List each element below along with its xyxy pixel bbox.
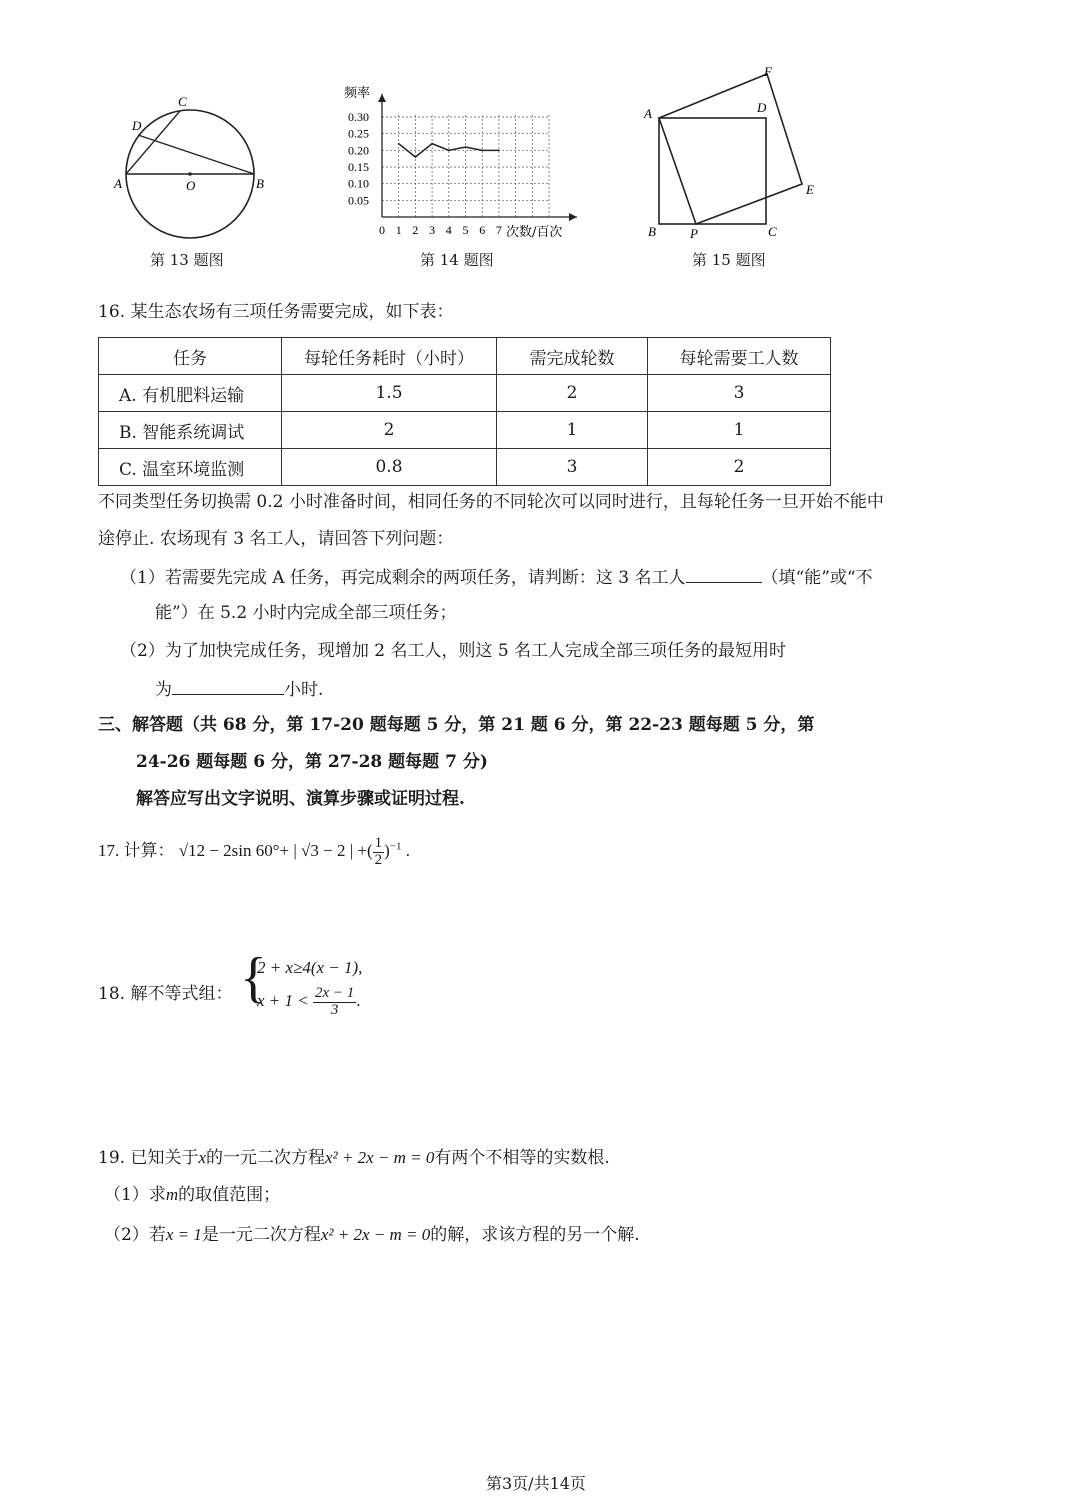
q19-text: 的一元二次方程 bbox=[206, 1148, 325, 1168]
y-axis-arrow-icon bbox=[378, 94, 386, 102]
q18-ineq2-post: . bbox=[356, 991, 361, 1011]
data-point bbox=[498, 150, 500, 152]
x-tick-label: 3 bbox=[429, 223, 436, 237]
q19-part1 bbox=[104, 1185, 280, 1205]
fig15-label-A: A bbox=[644, 106, 652, 121]
table-cell: 3 bbox=[648, 375, 831, 412]
table-cell: 1 bbox=[648, 412, 831, 449]
q19-p1-text: （1）求 bbox=[104, 1185, 166, 1205]
data-point bbox=[415, 156, 417, 158]
data-point bbox=[398, 143, 400, 145]
x-axis-arrow-icon bbox=[569, 213, 577, 221]
q19-p2-text: （2）若 bbox=[104, 1225, 166, 1245]
q19-p1-text: 的取值范围； bbox=[178, 1185, 281, 1205]
table-cell: A. 有机肥料运输 bbox=[99, 375, 282, 412]
q18-fraction bbox=[313, 986, 356, 1019]
fig15-label-P: P bbox=[690, 226, 698, 241]
x-tick-label: 0 bbox=[379, 223, 385, 237]
table-cell: C. 温室环境监测 bbox=[99, 449, 282, 486]
q16-task-table bbox=[98, 337, 831, 486]
table-row bbox=[99, 449, 831, 486]
page-footer: 第3页/共14页 bbox=[486, 1474, 586, 1493]
q19-text: 19. 已知关于 bbox=[98, 1148, 199, 1168]
q16-text-1: 不同类型任务切换需 0.2 小时准备时间，相同任务的不同轮次可以同时进行，且每轮任务一旦开始不能中 bbox=[98, 492, 884, 512]
table-header: 每轮需要工人数 bbox=[648, 338, 831, 375]
fig15-caption: 第 15 题图 bbox=[692, 251, 766, 269]
q18-frac-num: 2x − 1 bbox=[315, 985, 355, 1001]
x-tick-label: 7 bbox=[495, 223, 502, 237]
q17-fraction bbox=[373, 836, 385, 869]
q17-expression-b: ) bbox=[384, 841, 390, 861]
q16-part2-post: 小时. bbox=[284, 680, 324, 700]
fig15-label-F: F bbox=[764, 64, 772, 79]
table-header-row bbox=[99, 338, 831, 375]
fig14-xlabel: 次数/百次 bbox=[506, 225, 563, 240]
section3-heading-line1: 三、解答题（共 68 分，第 17-20 题每题 5 分，第 21 题 6 分，第 22-23 题每题 5 分，第 bbox=[98, 715, 815, 735]
table-cell: 2 bbox=[648, 449, 831, 486]
table-row bbox=[99, 375, 831, 412]
answer-blank-2[interactable] bbox=[172, 678, 284, 695]
table-cell: 2 bbox=[282, 412, 497, 449]
q17-end: . bbox=[401, 841, 411, 861]
data-point bbox=[448, 150, 450, 152]
fig15-label-D: D bbox=[757, 100, 767, 115]
q16-part2-line1: （2）为了加快完成任务，现增加 2 名工人，则这 5 名工人完成全部三项任务的最短用时 bbox=[120, 641, 787, 661]
q19-p2-text: 是一元二次方程 bbox=[201, 1225, 321, 1245]
fig15-label-E: E bbox=[806, 182, 814, 197]
figure-14-chart bbox=[330, 80, 580, 250]
table-cell: 1 bbox=[497, 412, 648, 449]
data-point bbox=[431, 143, 433, 145]
q19-var: x bbox=[198, 1148, 206, 1167]
q16-text-2: 途停止. 农场现有 3 名工人，请回答下列问题： bbox=[98, 529, 454, 549]
y-tick-label: 0.25 bbox=[348, 126, 369, 141]
fig15-label-B: B bbox=[648, 224, 656, 239]
q19-p2-text: 的解，求该方程的另一个解. bbox=[430, 1225, 640, 1245]
q19-text: 有两个不相等的实数根. bbox=[434, 1148, 610, 1168]
q19-stem bbox=[98, 1148, 610, 1168]
fig15-label-C: C bbox=[768, 224, 777, 239]
q19-p2-eq: x = 1 bbox=[165, 1225, 202, 1244]
fig13-label-B: B bbox=[256, 176, 264, 191]
table-row bbox=[99, 412, 831, 449]
fig13-label-A: A bbox=[114, 176, 122, 191]
q18-inequality-1: 2 + x≥4(x − 1), bbox=[257, 958, 363, 977]
table-header: 需完成轮数 bbox=[497, 338, 648, 375]
figure-15-squares bbox=[640, 62, 830, 247]
y-tick-label: 0.05 bbox=[348, 193, 369, 208]
q19-p1-var: m bbox=[165, 1185, 179, 1204]
section3-heading-line3: 解答应写出文字说明、演算步骤或证明过程. bbox=[136, 789, 465, 809]
q19-equation: x² + 2x − m = 0 bbox=[325, 1148, 435, 1167]
q17-expression-a: √12 − 2sin 60°+ | √3 − 2 | +( bbox=[178, 841, 373, 861]
q18-label: 18. 解不等式组： bbox=[98, 984, 233, 1004]
q16-part1-tail: （填“能”或“不 bbox=[761, 568, 873, 588]
y-tick-label: 0.30 bbox=[348, 110, 369, 124]
table-header: 每轮任务耗时（小时） bbox=[282, 338, 497, 375]
q16-part1-line1 bbox=[120, 566, 873, 588]
data-point bbox=[481, 150, 483, 152]
table-cell: 3 bbox=[497, 449, 648, 486]
fig13-label-O: O bbox=[186, 178, 196, 193]
q16-part1-text: （1）若需要先完成 A 任务，再完成剩余的两项任务，请判断：这 3 名工人 bbox=[120, 568, 686, 588]
y-tick-label: 0.10 bbox=[348, 176, 369, 191]
section3-heading-line2: 24-26 题每题 6 分，第 27-28 题每题 7 分) bbox=[136, 752, 488, 772]
answer-blank-1[interactable] bbox=[686, 566, 762, 583]
table-cell: 2 bbox=[497, 375, 648, 412]
y-tick-label: 0.15 bbox=[348, 160, 369, 174]
q16-intro: 16. 某生态农场有三项任务需要完成，如下表： bbox=[98, 302, 454, 322]
q16-part1-line2: 能”）在 5.2 小时内完成全部三项任务； bbox=[155, 603, 457, 623]
q16-part2-pre: 为 bbox=[155, 680, 172, 700]
q18-inequality-2 bbox=[257, 986, 361, 1019]
brace-icon: { bbox=[240, 947, 267, 1009]
y-tick-label: 0.20 bbox=[348, 143, 369, 158]
q17 bbox=[98, 836, 410, 869]
data-point bbox=[465, 146, 467, 148]
q17-label: 17. 计算： bbox=[98, 841, 175, 861]
table-cell: B. 智能系统调试 bbox=[99, 412, 282, 449]
x-tick-label: 2 bbox=[412, 223, 419, 237]
q17-frac-num: 1 bbox=[374, 835, 383, 851]
q18-frac-den: 3 bbox=[330, 1001, 339, 1018]
table-header: 任务 bbox=[99, 338, 282, 375]
q17-exponent: −1 bbox=[389, 840, 402, 853]
table-cell: 0.8 bbox=[282, 449, 497, 486]
q17-frac-den: 2 bbox=[374, 851, 383, 868]
x-tick-label: 6 bbox=[479, 223, 486, 237]
fig13-label-C: C bbox=[178, 94, 187, 109]
x-tick-label: 5 bbox=[462, 223, 469, 237]
x-tick-label: 4 bbox=[445, 223, 452, 237]
fig13-label-D: D bbox=[132, 118, 142, 133]
fig14-caption: 第 14 题图 bbox=[420, 251, 494, 269]
figure-13-circle bbox=[110, 90, 280, 250]
q18-ineq2-pre: x + 1 < bbox=[257, 991, 309, 1011]
x-tick-label: 1 bbox=[395, 223, 402, 237]
fig13-caption: 第 13 题图 bbox=[150, 251, 224, 269]
q19-p2-eq: x² + 2x − m = 0 bbox=[320, 1225, 431, 1244]
table-cell: 1.5 bbox=[282, 375, 497, 412]
fig14-ylabel: 频率 bbox=[344, 86, 371, 101]
q16-part2-line2 bbox=[155, 678, 323, 700]
q19-part2 bbox=[104, 1225, 640, 1245]
